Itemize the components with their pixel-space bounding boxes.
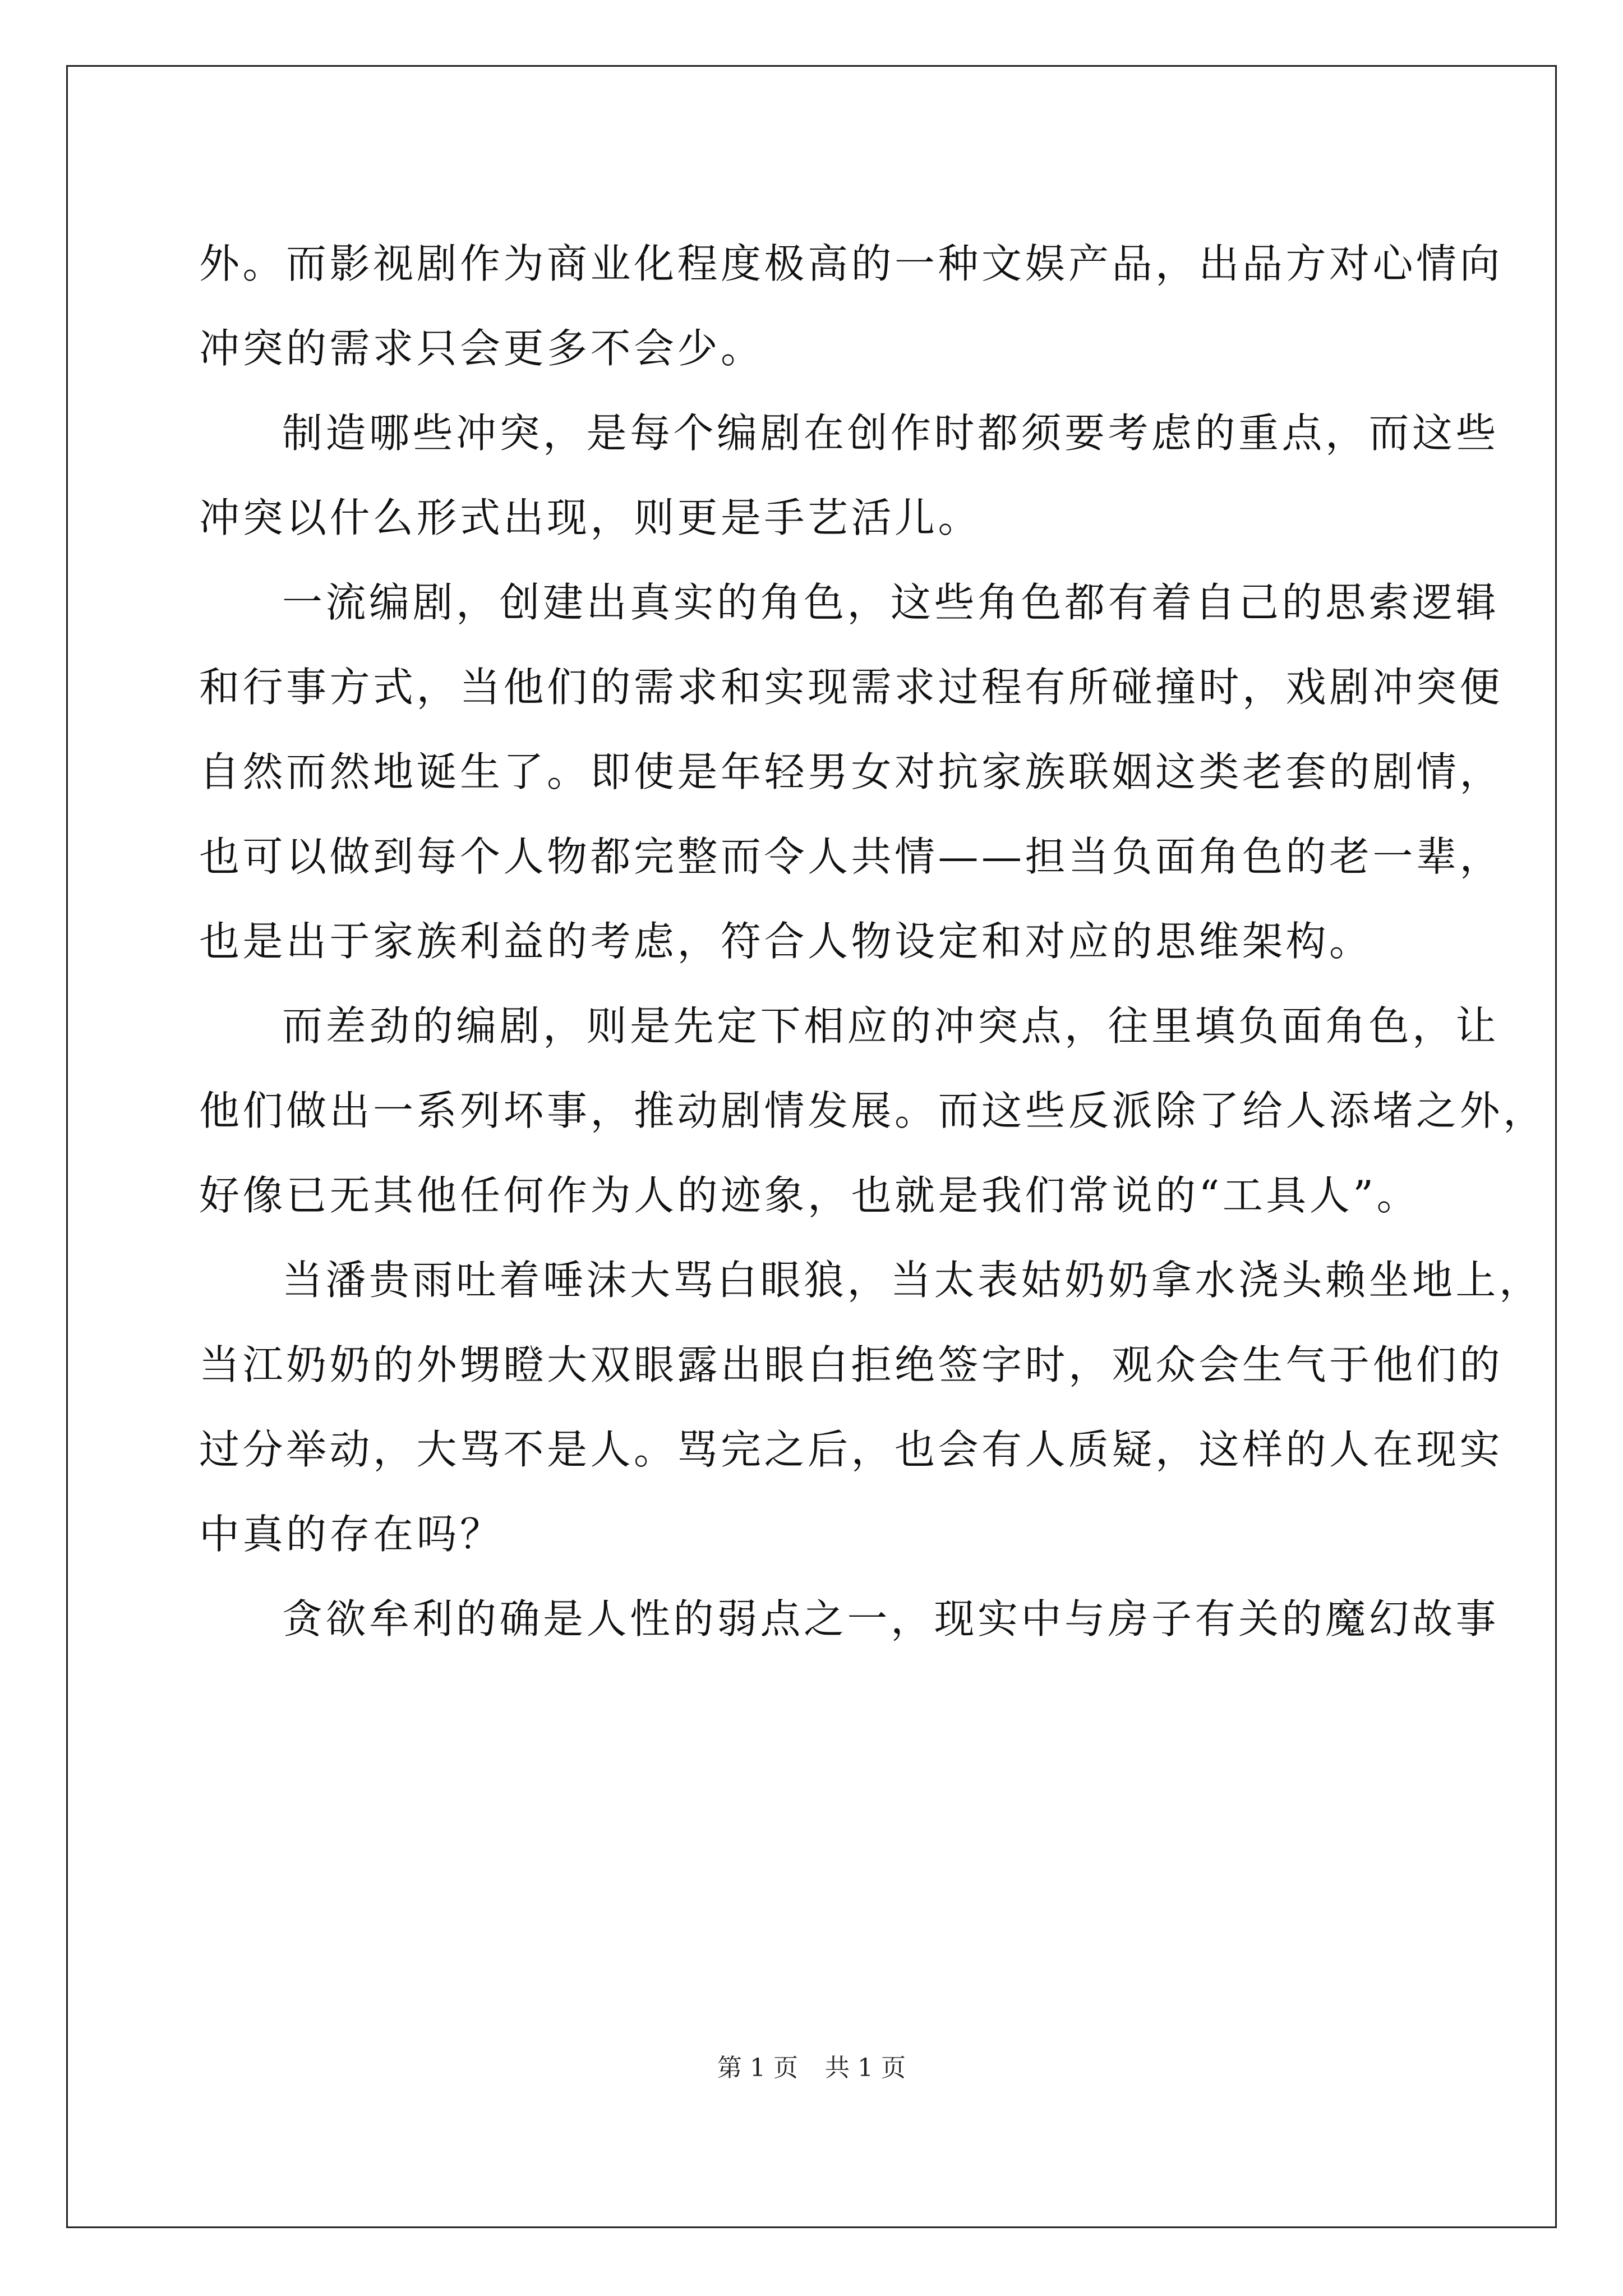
text-line: 自然而然地诞生了。即使是年轻男女对抗家族联姻这类老套的剧情， (199, 748, 1504, 795)
document-body (199, 222, 1547, 1662)
paragraph-start-line: 当潘贵雨吐着唾沫大骂白眼狼，当太表姑奶奶拿水浇头赖坐地上， (282, 1257, 1543, 1304)
text-line: 当江奶奶的外甥瞪大双眼露出眼白拒绝签字时，观众会生气于他们的 (199, 1341, 1504, 1388)
text-line: 中真的存在吗？ (199, 1511, 504, 1558)
text-line: 冲突的需求只会更多不会少。 (199, 325, 764, 372)
paragraph-start-line: 一流编剧，创建出真实的角色，这些角色都有着自己的思索逻辑 (282, 579, 1500, 626)
paragraph-start-line: 贪欲牟利的确是人性的弱点之一，现实中与房子有关的魔幻故事 (282, 1595, 1500, 1642)
page-footer (0, 2047, 1623, 2083)
text-line: 也是出于家族利益的考虑，符合人物设定和对应的思维架构。 (199, 918, 1373, 965)
text-line: 也可以做到每个人物都完整而令人共情——担当负面角色的老一辈， (199, 833, 1504, 880)
text-line: 冲突以什么形式出现，则更是手艺活儿。 (199, 494, 982, 541)
page-total: 共 1 页 (825, 2054, 906, 2082)
text-line: 他们做出一系列坏事，推动剧情发展。而这些反派除了给人添堵之外， (199, 1087, 1547, 1134)
page-number: 第 1 页 (717, 2054, 798, 2082)
text-line: 外。而影视剧作为商业化程度极高的一种文娱产品，出品方对心情向 (199, 240, 1504, 287)
text-line: 和行事方式，当他们的需求和实现需求过程有所碰撞时，戏剧冲突便 (199, 664, 1504, 711)
text-line: 过分举动，大骂不是人。骂完之后，也会有人质疑，这样的人在现实 (199, 1426, 1504, 1473)
text-line: 好像已无其他任何作为人的迹象，也就是我们常说的“工具人”。 (199, 1172, 1421, 1219)
paragraph-start-line: 而差劲的编剧，则是先定下相应的冲突点，往里填负面角色，让 (282, 1002, 1500, 1050)
paragraph-start-line: 制造哪些冲突，是每个编剧在创作时都须要考虑的重点，而这些 (282, 409, 1500, 457)
